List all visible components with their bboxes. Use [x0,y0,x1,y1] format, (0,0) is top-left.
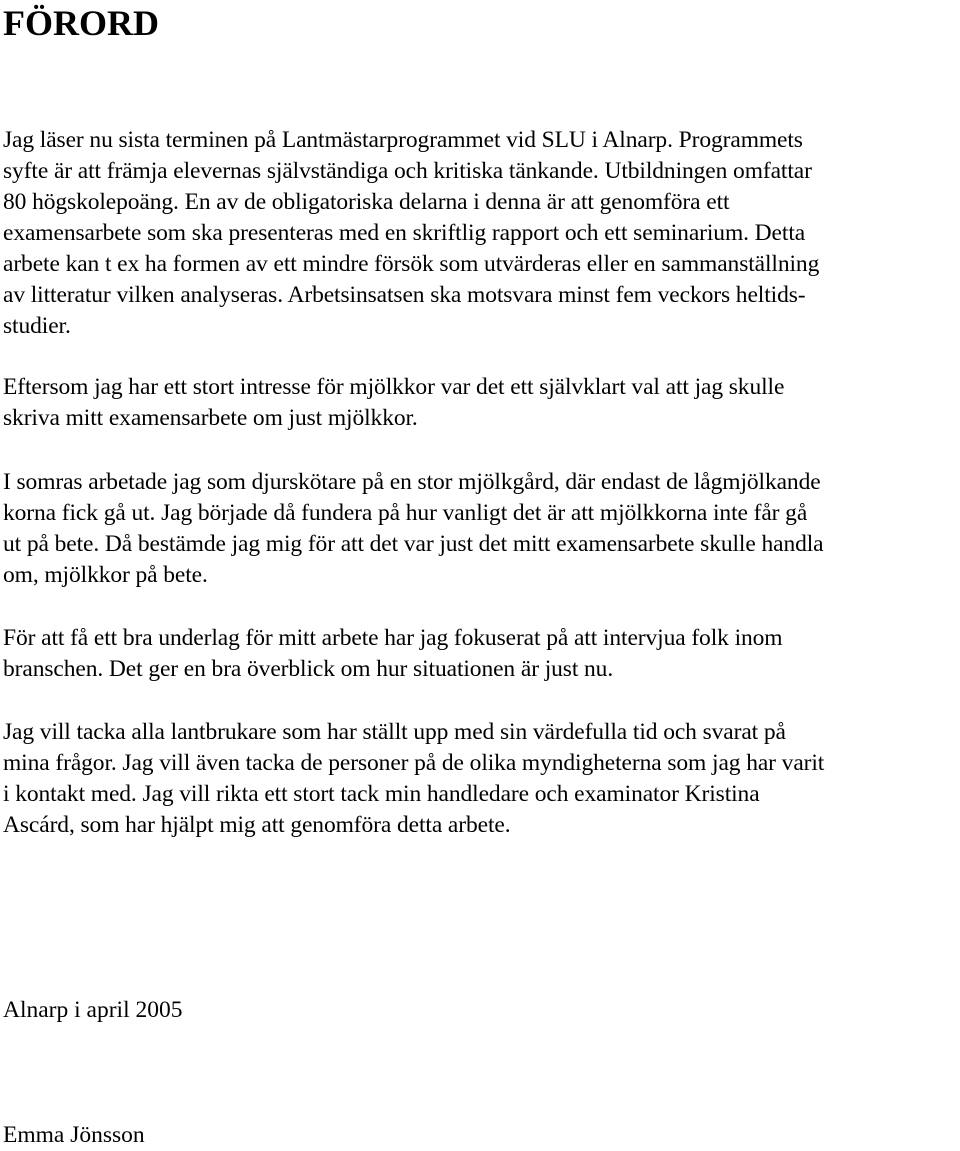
text-line: i kontakt med. Jag vill rikta ett stort tack min handledare och examinator Kristina [3,781,760,807]
paragraph-program-intro [3,125,958,342]
text-line: korna fick gå ut. Jag började då fundera på hur vanligt det är att mjölkkorna inte får gå [3,500,808,526]
text-line: syfte är att främja elevernas självständiga och kritiska tänkande. Utbildningen omfattar [3,158,812,184]
text-line: studier. [3,313,71,339]
text-line: skriva mitt examensarbete om just mjölkkor. [3,405,418,431]
text-line: ut på bete. Då bestämde jag mig för att det var just det mitt examensarbete skulle handla [3,531,824,557]
text-line: branschen. Det ger en bra överblick om hur situationen är just nu. [3,656,614,682]
text-line: För att få ett bra underlag för mitt arbete har jag fokuserat på att intervjua folk inom [3,625,783,651]
paragraph-acknowledgements [3,717,958,841]
text-line: mina frågor. Jag vill även tacka de personer på de olika myndigheterna som jag har varit [3,750,825,776]
text-line: 80 högskolepoäng. En av de obligatoriska delarna i denna är att genomföra ett [3,189,730,215]
paragraph-method [3,623,958,685]
paragraph-background [3,467,958,591]
author-name: Emma Jönsson [3,1122,145,1148]
text-line: Jag vill tacka alla lantbrukare som har ställt upp med sin värdefulla tid och svarat på [3,719,786,745]
page-title: FÖRORD [3,3,159,43]
text-line: Jag läser nu sista terminen på Lantmästarprogrammet vid SLU i Alnarp. Programmets [3,127,803,153]
text-line: I somras arbetade jag som djurskötare på en stor mjölkgård, där endast de lågmjölkande [3,469,821,495]
text-line: om, mjölkkor på bete. [3,562,208,588]
paragraph-topic-choice [3,372,958,434]
text-line: Eftersom jag har ett stort intresse för mjölkkor var det ett självklart val att jag skulle [3,374,785,400]
text-line: av litteratur vilken analyseras. Arbetsinsatsen ska motsvara minst fem veckors heltids- [3,282,806,308]
text-line: examensarbete som ska presenteras med en skriftlig rapport och ett seminarium. Detta [3,220,806,246]
place-and-date: Alnarp i april 2005 [3,997,183,1023]
text-line: arbete kan t ex ha formen av ett mindre försök som utvärderas eller en sammanställning [3,251,820,277]
text-line: Ascárd, som har hjälpt mig att genomföra detta arbete. [3,812,511,838]
